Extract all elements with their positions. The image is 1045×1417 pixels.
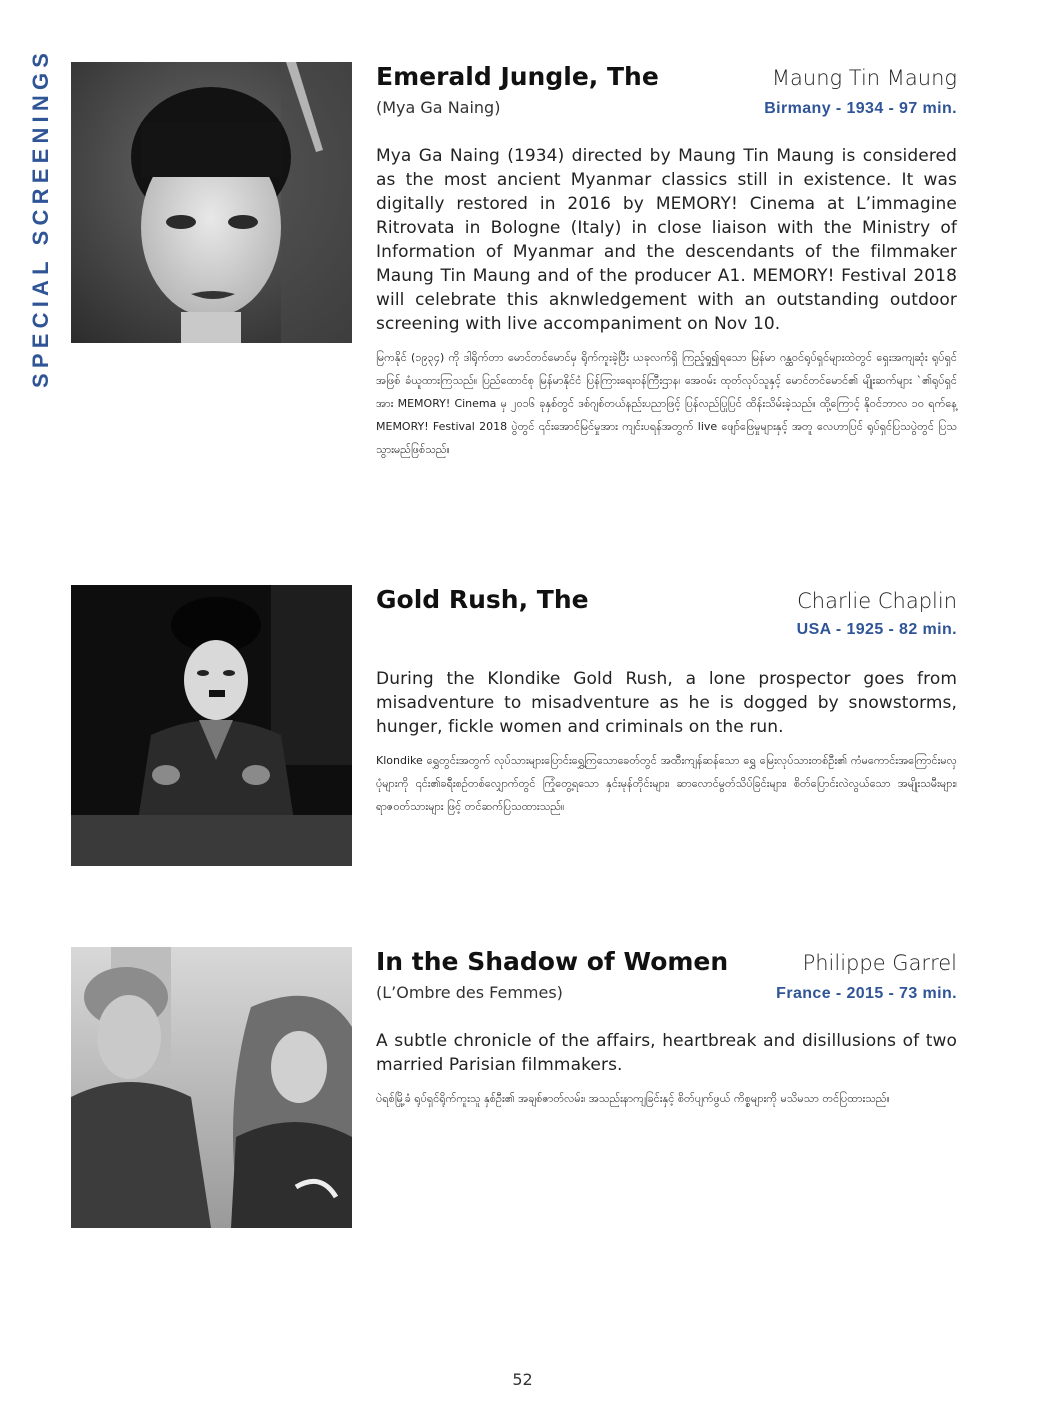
couple-photo bbox=[71, 947, 352, 1228]
film-description: Mya Ga Naing (1934) directed by Maung Tin Maung is considered as the most ancient Myanmar classics still in existence. It was digitally restored in 2016 by MEMORY! Cinema at L’immagine Ritrovata in Bologne (Italy) in close liaison with the Ministry of Information of Myanmar and the descendants of the filmmaker Maung Tin Maung and of the producer A1. MEMORY! Festival 2018 will celebrate this aknwledgement with an outstanding outdoor screening with live accompaniment on Nov 10. bbox=[376, 146, 957, 334]
film-description-myanmar: မြကနိုင် (၁၉၃၄) ကို ဒါရိုက်တာ မောင်တင်မောင်မှ ရိုက်ကူးခဲ့ပြီး ယခုလက်ရှိ ကြည့်ရှု၍ရသော မြန်မာ ဂန္ထဝင်ရုပ်ရှင်များထဲတွင် ရှေးအကျဆုံး ရုပ်ရှင်အဖြစ် ခံယူထားကြသည်။ ပြည်ထောင်စု မြန်မာနိုင်ငံ ပြန်ကြားရေးဝန်ကြီးဌာန၊ အေဝမ်း ထုတ်လုပ်သူနှင့် မောင်တင်မောင်၏ မျိုးဆက်များ `၏ရုပ်ရှင်အား MEMORY! Cinema မှ ၂၀၁၆ ခုနှစ်တွင် ဒစ်ဂျစ်တယ်နည်းပညာဖြင့် ပြန်လည်ပြုပြင် ထိန်းသိမ်းခဲ့သည်။ ထို့ကြောင့် နိုဝင်ဘာလ ၁၀ ရက်နေ့ MEMORY! Festival 2018 ပွဲတွင် ၎င်းအောင်မြင်မှုအား ကျင်းပရန်အတွက် live ဖျော်ဖြေမှုများနှင့် အတူ လေဟာပြင် ရုပ်ရှင်ပြသပွဲတွင် ပြသသွားမည်ဖြစ်သည်။ bbox=[376, 351, 957, 456]
film-title: Emerald Jungle, The bbox=[376, 62, 659, 91]
chaplin-photo bbox=[71, 585, 352, 866]
film-entry-emerald-jungle bbox=[71, 62, 957, 532]
film-director: Charlie Chaplin bbox=[797, 589, 957, 613]
film-original-title: (L’Ombre des Femmes) bbox=[376, 983, 563, 1002]
film-meta: Birmany - 1934 - 97 min. bbox=[764, 100, 957, 117]
film-entry-gold-rush bbox=[71, 585, 957, 875]
film-director: Maung Tin Maung bbox=[771, 66, 957, 90]
film-meta: USA - 1925 - 82 min. bbox=[796, 621, 957, 638]
portrait-woman-photo bbox=[71, 62, 352, 343]
section-label: SPECIAL SCREENINGS bbox=[28, 47, 53, 388]
film-meta: France - 2015 - 73 min. bbox=[776, 985, 957, 1002]
film-title: In the Shadow of Women bbox=[376, 947, 729, 976]
film-description-myanmar: Klondike ရွှေတွင်းအတွက် လုပ်သားများပြောင်းရွှေ့ကြသောခေတ်တွင် အထီးကျန်ဆန်သော ရွှေ မြေးလုပ်သားတစ်ဦး၏ ကံမကောင်းအကြောင်းမလှပုံများကို ၎င်း၏ခရီးစဉ်တစ်လျှောက်တွင် ကြုံတွေ့ရသော နှင်းမုန်တိုင်းများ၊ ဆာလောင်မွတ်သိပ်ခြင်းများ၊ စိတ်ပြောင်းလဲလွယ်သော အမျိုးသမီးများ၊ ရာဇဝတ်သားများ ဖြင့် တင်ဆက်ပြသထားသည်။ bbox=[376, 754, 957, 813]
film-description: A subtle chronicle of the affairs, heartbreak and disillusions of two married Parisian filmmakers. bbox=[376, 1031, 957, 1075]
film-info bbox=[376, 585, 957, 818]
film-entry-shadow-of-women bbox=[71, 947, 957, 1237]
film-title: Gold Rush, The bbox=[376, 585, 589, 614]
film-description: During the Klondike Gold Rush, a lone prospector goes from misadventure to misadventure as he is dogged by snowstorms, hunger, fickle women and criminals on the run. bbox=[376, 669, 957, 737]
film-director: Philippe Garrel bbox=[802, 951, 957, 975]
film-original-title: (Mya Ga Naing) bbox=[376, 98, 501, 117]
film-description-myanmar: ပဲရစ်မြို့ခံ ရုပ်ရှင်ရိုက်ကူးသူ နှစ်ဦး၏ အချစ်ဇာတ်လမ်း၊ အသည်းနာကျခြင်းနှင့် စိတ်ပျက်ဖွယ် ကိစ္စများကို မသိမသာ တင်ပြထားသည်။ bbox=[376, 1092, 890, 1105]
film-info bbox=[376, 947, 957, 1110]
page-number: 52 bbox=[512, 1370, 533, 1389]
film-info bbox=[376, 62, 957, 461]
